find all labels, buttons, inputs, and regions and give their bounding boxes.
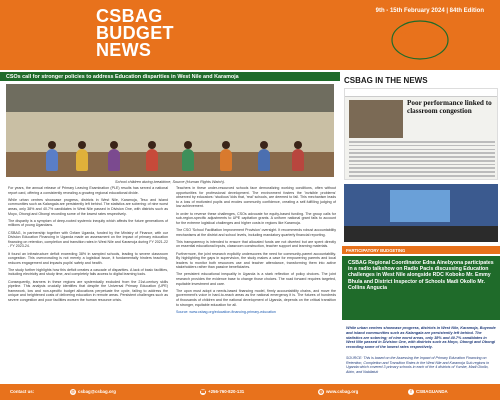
headline-bar [0,72,340,81]
projection-screen [390,190,450,222]
article-paragraph: The study further highlights how this deficit creates a cascade of disparities. A lack of basic facilities, including electricity and study time, and completely fails access to digital learning tools. [8,267,168,277]
child-figure [108,149,120,171]
highlight-box [342,256,500,320]
article-paragraph: Consequently, learners in these regions are systemically excluded from the 21st-century skills pipeline. This analysis crucially identifies that despite the Universal Primary Education (UPE) framework, low and non-specific budget allocations perpetuate the cycle, failing to address the unique and heightened costs of delivering education in remote areas. Persistent challenges such as severe congestion and poor facilities worsen the human resource crisis. [8,279,168,303]
article-paragraph: In order to reverse these challenges, CSOs advocate for equity-based funding. The group calls for sub-region-specific adjustments to UPE capitation grants. A uniform national grant fails to account for the extreme logistical challenges and higher costs in regions like Karamoja. [176,211,336,225]
child-figure [182,149,194,171]
article-paragraph: Furthermore, the joint research explicitly underscores the need for community-parent accountability. By highlighting the gaps in supervision, the study makes a case for empowering parents and local leaders to monitor both resources use and teacher attendance, transforming them into active stakeholders rather than passive beneficiaries. [176,251,336,270]
article-paragraph: The CSO 'School Facilitation Improvement Provision' oversight. It recommends robust accountability mechanisms at the district and school levels, including mandatory quarterly financial reporting. [176,227,336,237]
article-paragraph: This transparency is intended to ensure that allocated funds are not diverted but are spent directly on essential educational inputs, classroom construction, teacher support and learning materials. [176,239,336,249]
article-paragraph: The upon must adopt a needs-based financing model, firmly accountability chains, and move the government's voice in hard-to-reach areas as the national emergency it is. The futures of hundreds of thousands of children and the national development of Uganda, depends on the critical transition to stronger, equitable education for all. [176,288,336,307]
article-paragraph: For years, the annual release of Primary Leaving Examination (PLE) results has served a national report card, offering a consistently revealing a growing regional educational divide. [8,186,168,195]
footer-social[interactable]: f CSBAGUANDA [408,389,448,395]
radio-talkshow-photo [344,184,498,242]
news-section-title: CSBAG IN THE NEWS [344,76,428,85]
email-icon: @ [70,389,76,394]
clipping-headline: Poor performance linked to classroom congestion [407,99,492,115]
logo-ring-icon [374,10,466,70]
section-tag: PARTICIPATORY BUDGETING [346,248,406,253]
article-paragraph: While urban centres showcase progress, districts in West Nile, Karamoja, Teso and island communities such as Kalangala are persistently left behind. The statistics are sobering: of nine worst areas, only 38% and 40.7% candidates in West Nile passed in Division One, with districts such as Moyo, Obongi and Obongi recording some of the lowest rates respectively. [8,197,168,216]
logo-text: CSBAG [399,26,441,37]
masthead-line-3: NEWS [96,40,152,60]
footer-contact-label: Contact us: [10,389,35,394]
sidebar-note: While urban centres showcase progress, districts in West Nile, Karamoja, Buyende and island communities such as Kalangala are persistently left behind. The statistics are sobering; of nine worst areas, only 38% and 40.7% candidates in West Nile passed in Division One, with districts such as Moyo, Obongi and Obongi recording some of the lowest rates respectively. [346,326,496,350]
article-headline: CSOs call for stronger policies to address Education disparities in West Nile and Karamoja [6,74,239,80]
article-paragraph: The persistent educational inequality in Uganda is a stark reflection of policy choices. The joint research provides the evidence base to change those choices. The road forward requires targeted, equitable investment and care. [176,272,336,286]
article-paragraph: CSBAG, in partnership together with Oxfam Uganda, funded by the Ministry of Finance, with our Division Education Financing in Uganda made an assessment on the impact of primary education financing on retention, completion and transition rates in West Nile and Karamoja during FY 2021-22 - FY 2023-24. [8,230,168,249]
footer-email[interactable]: @ csbag@csbag.org [70,389,116,395]
article-paragraph: The disparity is a symptom of deep-rooted systemic inequity which affects the future generations of millions of young Ugandans. [8,218,168,228]
footer-phone[interactable]: ☎ +256-760-820-131 [200,389,245,395]
highlight-text: CSBAG Regional Coordinator Edna Ainebyona participates in a radio talkshow on Radio Pacis discussing Education challenges in West Nile alongside RDC Koboko Mr. Emmy Bhula and District Inspector of Schools Madi Okollo Mr. Collins Angucia [348,260,494,291]
sidebar [342,0,500,400]
masthead-title [96,8,174,59]
child-figure [46,149,58,171]
sidebar-source: SOURCE: This is based on the Assessing the Impact of Primary Education Financing on Retention, Completion and Transition Rates in the West Nile and Karamoja Sub-regions in Uganda which covered 3 primary schools in each of the 4 districts of Yumbe, Madi Okollo, Abim, and Nabilatuk [346,356,490,374]
masthead-line-2: BUDGET [96,23,174,43]
school-children-photo [6,84,334,177]
child-figure [292,149,304,171]
photo-caption: School children during breaktime, Source (Human Rights Watch). [115,180,225,184]
phone-icon: ☎ [200,389,206,394]
footer-website[interactable]: ◍ www.csbag.org [319,389,359,395]
child-figure [146,149,158,171]
article-paragraph: Teachers in these under-resourced schools face demoralizing working conditions, often without opportunities for professional development. The environment fosters the 'invisible problems' observed by educators: 'studious' kids that, 'real' schools, are deemed to fail. This mechanism leads to a loss of motivated pupils and erodes community confidence, creating a self-fulfilling judging of low achievement. [176,186,336,209]
globe-icon: ◍ [319,389,323,394]
article-paragraph: It found an infrastructure deficit exceeding 38% in sampled schools, leading to severe classroom congestion. This overcrowding is not merely a logistical issue, it fundamentally hinders teaching, reduces engagement and impacts pupils' safety and health. [8,251,168,265]
csbag-logo [374,10,466,70]
newspaper-clipping [344,88,498,180]
section-tag-bar [342,246,500,254]
clipping-photo [349,100,403,138]
issue-date: 9th - 15th February 2024 | 84th Edition [375,8,484,14]
child-figure [220,149,232,171]
article-column-right [176,186,336,317]
article-column-left [8,186,168,305]
panel-table [344,226,498,242]
photo-board [6,84,334,112]
article-source-link[interactable]: Source: www.csbag.org/education-financing-primary-education [176,309,276,314]
child-figure [258,149,270,171]
clipping-text-lines [349,141,495,179]
child-figure [76,149,88,171]
footer-bar [0,384,500,400]
masthead-line-1: CSBAG [96,6,163,26]
clipping-masthead [345,89,498,97]
social-icon: f [408,389,414,395]
